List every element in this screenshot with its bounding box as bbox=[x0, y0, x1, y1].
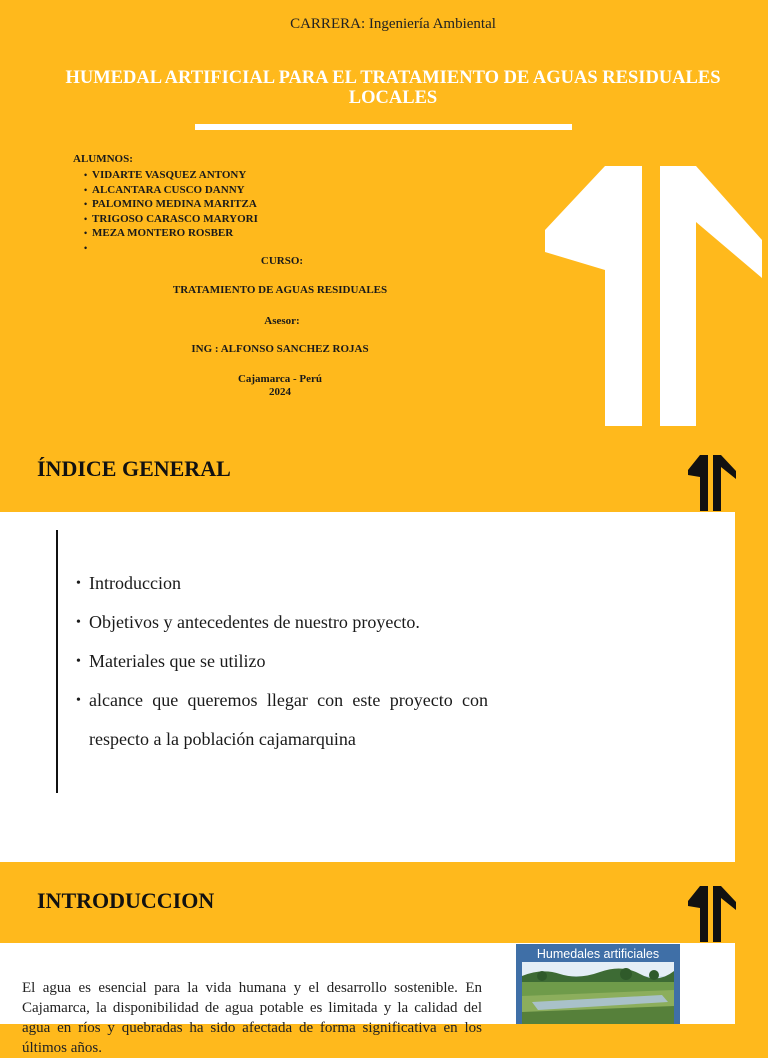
double-arrow-logo-icon bbox=[686, 884, 738, 944]
student-item: • VIDARTE VASQUEZ ANTONY bbox=[84, 169, 247, 181]
advisor-name: ING : ALFONSO SANCHEZ ROJAS bbox=[191, 343, 369, 355]
index-divider bbox=[56, 530, 58, 793]
index-list bbox=[76, 564, 488, 759]
students-heading: ALUMNOS: bbox=[73, 153, 133, 165]
intro-heading: INTRODUCCION bbox=[37, 888, 215, 913]
wetland-image bbox=[522, 962, 674, 1024]
student-name: VIDARTE VASQUEZ ANTONY bbox=[92, 169, 247, 181]
student-name: TRIGOSO CARASCO MARYORI bbox=[92, 212, 258, 225]
index-item: • Introduccion bbox=[76, 564, 488, 603]
title-underline bbox=[195, 124, 572, 130]
course-name: TRATAMIENTO DE AGUAS RESIDUALES bbox=[172, 284, 388, 296]
year-label: 2024 bbox=[269, 386, 291, 398]
index-heading: ÍNDICE GENERAL bbox=[37, 456, 231, 481]
student-item: • MEZA MONTERO ROSBER bbox=[84, 227, 234, 240]
student-name: PALOMINO MEDINA MARITZA bbox=[92, 198, 257, 211]
place-label: Cajamarca - Perú bbox=[237, 373, 323, 385]
student-item: • ALCANTARA CUSCO DANNY bbox=[84, 183, 245, 196]
index-item: • Objetivos y antecedentes de nuestro proyecto. bbox=[76, 603, 488, 642]
course-heading: CURSO: bbox=[260, 255, 304, 267]
student-item: • TRIGOSO CARASCO MARYORI bbox=[84, 212, 258, 225]
document-title: HUMEDAL ARTIFICIAL PARA EL TRATAMIENTO DE AGUAS RESIDUALES LOCALES bbox=[65, 68, 721, 108]
student-item: • PALOMINO MEDINA MARITZA bbox=[84, 198, 257, 211]
photo-caption: Humedales artificiales bbox=[536, 947, 660, 961]
advisor-heading: Asesor: bbox=[264, 315, 300, 327]
student-item: • bbox=[84, 242, 88, 253]
double-arrow-logo-icon bbox=[686, 453, 738, 513]
intro-paragraph: El agua es esencial para la vida humana y el desarrollo sostenible. En Cajamarca, la disponibilidad de agua potable es limitada y la calidad del agua en ríos y quebradas ha sido afectada de forma significativa en los últimos años. bbox=[22, 980, 482, 1056]
place-and-year bbox=[180, 373, 380, 399]
student-name: ALCANTARA CUSCO DANNY bbox=[92, 183, 245, 196]
student-name: MEZA MONTERO ROSBER bbox=[92, 227, 234, 240]
index-item: • alcance que queremos llegar con este proyecto con respecto a la población cajamarquina bbox=[76, 681, 488, 759]
double-arrow-logo-icon bbox=[540, 160, 766, 428]
wetland-photo bbox=[516, 944, 680, 1024]
students-list bbox=[84, 168, 258, 256]
index-item: • Materiales que se utilizo bbox=[76, 642, 488, 681]
career-label: CARRERA: Ingeniería Ambiental bbox=[290, 16, 496, 32]
